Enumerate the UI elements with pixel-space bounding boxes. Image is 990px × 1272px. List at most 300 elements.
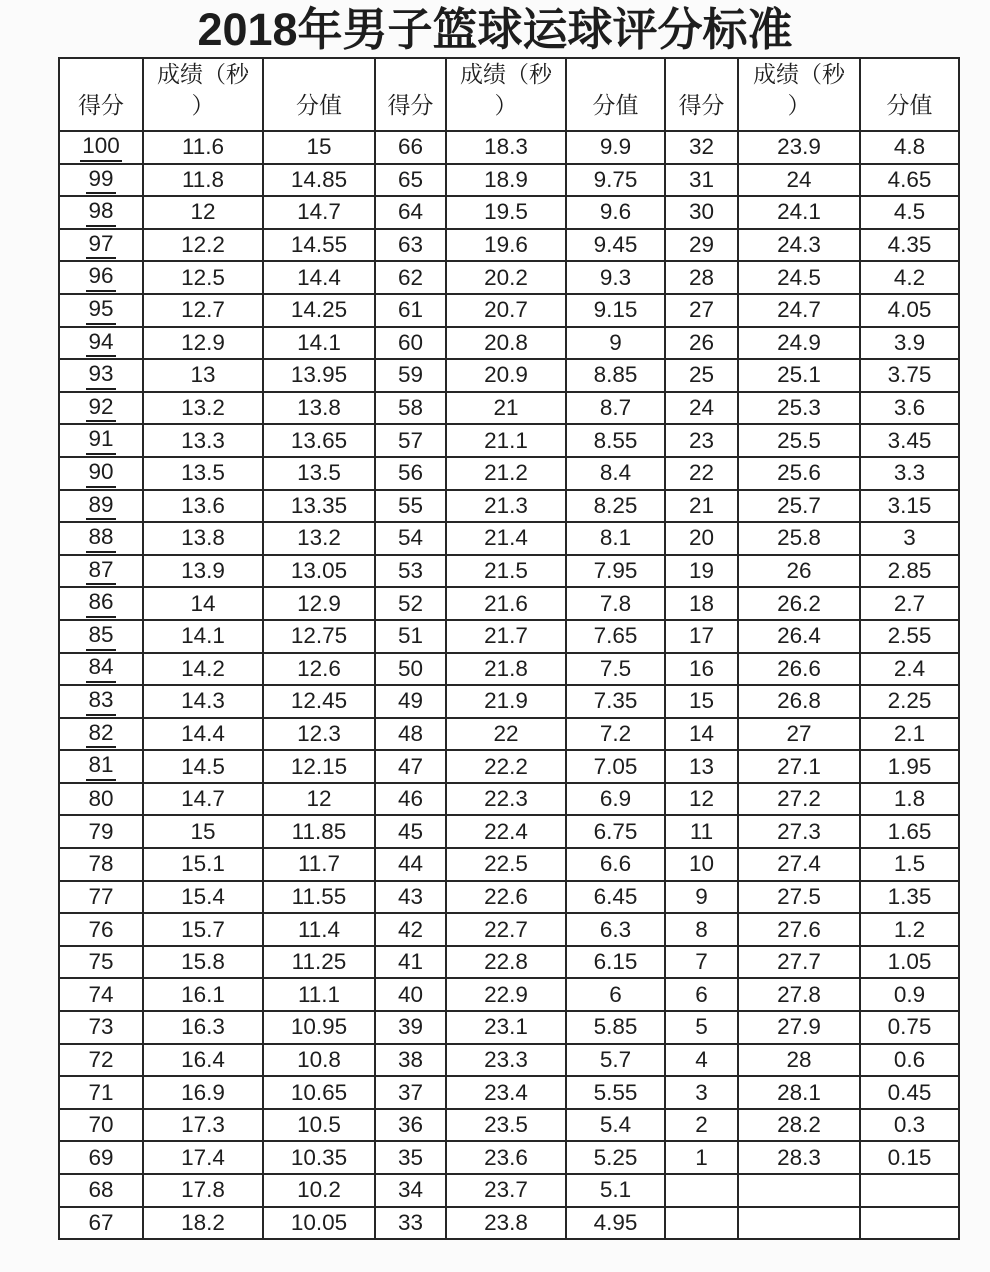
- score-cell: 69: [59, 1141, 143, 1174]
- underlined-score: 95: [86, 297, 115, 325]
- value-cell: 2.1: [860, 718, 959, 751]
- score-cell: 42: [375, 913, 446, 946]
- underlined-score: 81: [86, 753, 115, 781]
- time-cell: 26.6: [738, 653, 860, 686]
- value-cell: 6: [566, 978, 665, 1011]
- score-cell: 78: [59, 848, 143, 881]
- value-cell: 13.65: [263, 424, 375, 457]
- value-cell: 3.15: [860, 490, 959, 523]
- table-row: [59, 1207, 959, 1240]
- value-cell: [860, 1174, 959, 1207]
- score-cell: 39: [375, 1011, 446, 1044]
- value-cell: 0.15: [860, 1141, 959, 1174]
- time-cell: 22.3: [446, 783, 566, 816]
- table-row: [59, 490, 959, 523]
- table-row: [59, 457, 959, 490]
- time-cell: 21.6: [446, 587, 566, 620]
- score-cell: 61: [375, 294, 446, 327]
- value-cell: 14.4: [263, 261, 375, 294]
- page-title: 2018年男子篮球运球评分标准: [197, 4, 793, 55]
- score-cell: 75: [59, 946, 143, 979]
- time-cell: 14.3: [143, 685, 263, 718]
- underlined-score: 93: [86, 362, 115, 390]
- value-cell: 9.75: [566, 164, 665, 197]
- time-cell: 27.6: [738, 913, 860, 946]
- score-cell: [59, 131, 143, 164]
- time-cell: 16.1: [143, 978, 263, 1011]
- time-cell: 23.1: [446, 1011, 566, 1044]
- time-cell: 24.5: [738, 261, 860, 294]
- score-cell: 26: [665, 327, 738, 360]
- underlined-score: 82: [86, 721, 115, 749]
- header-score-label: 得分: [678, 92, 725, 118]
- underlined-score: 94: [86, 330, 115, 358]
- value-cell: 10.65: [263, 1076, 375, 1109]
- table-row: [59, 359, 959, 392]
- score-cell: 56: [375, 457, 446, 490]
- value-cell: 0.6: [860, 1044, 959, 1077]
- table-row: [59, 913, 959, 946]
- score-cell: 14: [665, 718, 738, 751]
- score-cell: 47: [375, 750, 446, 783]
- value-cell: 8.55: [566, 424, 665, 457]
- time-cell: 27.2: [738, 783, 860, 816]
- time-cell: 18.2: [143, 1207, 263, 1240]
- time-cell: 22.8: [446, 946, 566, 979]
- score-cell: [59, 294, 143, 327]
- value-cell: 1.95: [860, 750, 959, 783]
- time-cell: 23.4: [446, 1076, 566, 1109]
- value-cell: 4.2: [860, 261, 959, 294]
- value-cell: 1.35: [860, 881, 959, 914]
- value-cell: 14.1: [263, 327, 375, 360]
- score-cell: [59, 359, 143, 392]
- score-cell: 67: [59, 1207, 143, 1240]
- underlined-score: 98: [86, 199, 115, 227]
- score-cell: [59, 457, 143, 490]
- score-cell: 30: [665, 196, 738, 229]
- score-cell: 72: [59, 1044, 143, 1077]
- table-row: [59, 424, 959, 457]
- time-cell: 28: [738, 1044, 860, 1077]
- table-row: [59, 555, 959, 588]
- table-row: [59, 1141, 959, 1174]
- score-cell: 20: [665, 522, 738, 555]
- value-cell: 7.8: [566, 587, 665, 620]
- time-cell: 22: [446, 718, 566, 751]
- value-cell: 10.8: [263, 1044, 375, 1077]
- time-cell: 17.3: [143, 1109, 263, 1142]
- value-cell: 13.2: [263, 522, 375, 555]
- value-cell: 11.85: [263, 815, 375, 848]
- score-cell: 21: [665, 490, 738, 523]
- score-cell: [59, 685, 143, 718]
- score-cell: 70: [59, 1109, 143, 1142]
- time-cell: 11.6: [143, 131, 263, 164]
- time-cell: 12: [143, 196, 263, 229]
- value-cell: 3.6: [860, 392, 959, 425]
- header-value-1: [263, 58, 375, 131]
- table-row: [59, 653, 959, 686]
- time-cell: 12.2: [143, 229, 263, 262]
- header-value-3: [860, 58, 959, 131]
- value-cell: 12.75: [263, 620, 375, 653]
- time-cell: 12.5: [143, 261, 263, 294]
- value-cell: 1.2: [860, 913, 959, 946]
- score-cell: [59, 261, 143, 294]
- header-score-label: 得分: [387, 92, 434, 118]
- time-cell: 16.4: [143, 1044, 263, 1077]
- time-cell: 22.6: [446, 881, 566, 914]
- score-cell: 54: [375, 522, 446, 555]
- time-cell: 13.2: [143, 392, 263, 425]
- table-row: [59, 946, 959, 979]
- value-cell: 5.55: [566, 1076, 665, 1109]
- score-cell: 43: [375, 881, 446, 914]
- value-cell: 8.1: [566, 522, 665, 555]
- value-cell: 5.1: [566, 1174, 665, 1207]
- score-cell: 40: [375, 978, 446, 1011]
- value-cell: 2.25: [860, 685, 959, 718]
- table-row: [59, 229, 959, 262]
- time-cell: 27.9: [738, 1011, 860, 1044]
- value-cell: 9: [566, 327, 665, 360]
- underlined-score: 83: [86, 688, 115, 716]
- value-cell: 6.9: [566, 783, 665, 816]
- value-cell: 7.5: [566, 653, 665, 686]
- time-cell: 15.1: [143, 848, 263, 881]
- score-cell: [59, 424, 143, 457]
- score-cell: 59: [375, 359, 446, 392]
- table-row: [59, 522, 959, 555]
- value-cell: 12.3: [263, 718, 375, 751]
- score-cell: 22: [665, 457, 738, 490]
- score-cell: 76: [59, 913, 143, 946]
- header-time-3: [738, 58, 860, 131]
- value-cell: 13.95: [263, 359, 375, 392]
- value-cell: 0.75: [860, 1011, 959, 1044]
- value-cell: 8.85: [566, 359, 665, 392]
- time-cell: 26.2: [738, 587, 860, 620]
- score-cell: [665, 1174, 738, 1207]
- value-cell: 10.35: [263, 1141, 375, 1174]
- header-row: [59, 58, 959, 131]
- time-cell: 27.5: [738, 881, 860, 914]
- time-cell: 26.4: [738, 620, 860, 653]
- time-cell: 21.3: [446, 490, 566, 523]
- time-cell: 26: [738, 555, 860, 588]
- time-cell: 24.9: [738, 327, 860, 360]
- value-cell: 0.45: [860, 1076, 959, 1109]
- time-cell: 14.4: [143, 718, 263, 751]
- value-cell: 4.8: [860, 131, 959, 164]
- time-cell: 28.1: [738, 1076, 860, 1109]
- score-cell: 16: [665, 653, 738, 686]
- score-cell: [59, 327, 143, 360]
- underlined-score: 100: [80, 134, 122, 162]
- score-cell: 35: [375, 1141, 446, 1174]
- time-cell: 20.8: [446, 327, 566, 360]
- score-cell: 36: [375, 1109, 446, 1142]
- value-cell: 6.6: [566, 848, 665, 881]
- table-row: [59, 685, 959, 718]
- time-cell: 26.8: [738, 685, 860, 718]
- underlined-score: 84: [86, 655, 115, 683]
- time-cell: 13: [143, 359, 263, 392]
- time-cell: 28.2: [738, 1109, 860, 1142]
- header-value-label: 分值: [592, 92, 639, 118]
- value-cell: 8.7: [566, 392, 665, 425]
- score-cell: 62: [375, 261, 446, 294]
- header-time-1: [143, 58, 263, 131]
- header-time-label-line1: 成绩（秒: [460, 61, 552, 87]
- score-cell: 12: [665, 783, 738, 816]
- time-cell: 19.6: [446, 229, 566, 262]
- value-cell: 4.95: [566, 1207, 665, 1240]
- time-cell: 15.8: [143, 946, 263, 979]
- value-cell: 3.9: [860, 327, 959, 360]
- value-cell: 12.9: [263, 587, 375, 620]
- value-cell: 13.8: [263, 392, 375, 425]
- value-cell: 12.15: [263, 750, 375, 783]
- score-cell: 66: [375, 131, 446, 164]
- score-cell: [59, 196, 143, 229]
- score-cell: 71: [59, 1076, 143, 1109]
- score-cell: 7: [665, 946, 738, 979]
- score-cell: 44: [375, 848, 446, 881]
- score-cell: 15: [665, 685, 738, 718]
- time-cell: 27.8: [738, 978, 860, 1011]
- time-cell: 21.4: [446, 522, 566, 555]
- value-cell: 1.5: [860, 848, 959, 881]
- score-cell: 6: [665, 978, 738, 1011]
- time-cell: 25.6: [738, 457, 860, 490]
- value-cell: 7.35: [566, 685, 665, 718]
- score-cell: 63: [375, 229, 446, 262]
- score-cell: 25: [665, 359, 738, 392]
- header-score-3: [665, 58, 738, 131]
- value-cell: 4.65: [860, 164, 959, 197]
- value-cell: 8.25: [566, 490, 665, 523]
- time-cell: 20.9: [446, 359, 566, 392]
- value-cell: 2.4: [860, 653, 959, 686]
- underlined-score: 90: [86, 460, 115, 488]
- table-row: [59, 294, 959, 327]
- table-row: [59, 1076, 959, 1109]
- score-cell: 29: [665, 229, 738, 262]
- table-row: [59, 327, 959, 360]
- underlined-score: 86: [86, 590, 115, 618]
- header-score-2: [375, 58, 446, 131]
- value-cell: 4.05: [860, 294, 959, 327]
- score-cell: [59, 392, 143, 425]
- time-cell: 25.7: [738, 490, 860, 523]
- time-cell: 21.9: [446, 685, 566, 718]
- value-cell: 3.75: [860, 359, 959, 392]
- header-time-label-line2: ）: [191, 92, 215, 118]
- time-cell: 18.9: [446, 164, 566, 197]
- value-cell: 14.25: [263, 294, 375, 327]
- score-cell: 34: [375, 1174, 446, 1207]
- value-cell: 14.7: [263, 196, 375, 229]
- time-cell: 14: [143, 587, 263, 620]
- time-cell: 21.8: [446, 653, 566, 686]
- value-cell: 6.15: [566, 946, 665, 979]
- time-cell: 13.3: [143, 424, 263, 457]
- underlined-score: 97: [86, 232, 115, 260]
- value-cell: 12.45: [263, 685, 375, 718]
- underlined-score: 92: [86, 395, 115, 423]
- value-cell: 15: [263, 131, 375, 164]
- value-cell: 10.5: [263, 1109, 375, 1142]
- value-cell: 8.4: [566, 457, 665, 490]
- header-time-label-line1: 成绩（秒: [157, 61, 249, 87]
- value-cell: 10.95: [263, 1011, 375, 1044]
- table-row: [59, 1011, 959, 1044]
- table-row: [59, 750, 959, 783]
- score-cell: 13: [665, 750, 738, 783]
- time-cell: 23.8: [446, 1207, 566, 1240]
- value-cell: 6.45: [566, 881, 665, 914]
- score-cell: [59, 718, 143, 751]
- time-cell: 16.3: [143, 1011, 263, 1044]
- value-cell: 7.95: [566, 555, 665, 588]
- table-row: [59, 587, 959, 620]
- header-score-label: 得分: [78, 92, 124, 118]
- score-cell: 55: [375, 490, 446, 523]
- value-cell: 7.2: [566, 718, 665, 751]
- value-cell: 11.55: [263, 881, 375, 914]
- time-cell: 13.6: [143, 490, 263, 523]
- value-cell: 9.45: [566, 229, 665, 262]
- value-cell: [860, 1207, 959, 1240]
- score-cell: 31: [665, 164, 738, 197]
- score-cell: [59, 653, 143, 686]
- score-cell: 45: [375, 815, 446, 848]
- time-cell: 27.7: [738, 946, 860, 979]
- value-cell: 14.85: [263, 164, 375, 197]
- value-cell: 4.35: [860, 229, 959, 262]
- time-cell: 21.2: [446, 457, 566, 490]
- time-cell: 25.5: [738, 424, 860, 457]
- header-score-1: [59, 58, 143, 131]
- table-row: [59, 881, 959, 914]
- score-cell: 2: [665, 1109, 738, 1142]
- time-cell: 23.6: [446, 1141, 566, 1174]
- time-cell: 21: [446, 392, 566, 425]
- score-cell: 52: [375, 587, 446, 620]
- value-cell: 6.75: [566, 815, 665, 848]
- table-row: [59, 131, 959, 164]
- score-cell: 46: [375, 783, 446, 816]
- time-cell: 23.9: [738, 131, 860, 164]
- time-cell: 22.2: [446, 750, 566, 783]
- underlined-score: 85: [86, 623, 115, 651]
- score-cell: 37: [375, 1076, 446, 1109]
- time-cell: 28.3: [738, 1141, 860, 1174]
- score-cell: 53: [375, 555, 446, 588]
- time-cell: 23.3: [446, 1044, 566, 1077]
- time-cell: 18.3: [446, 131, 566, 164]
- time-cell: 14.7: [143, 783, 263, 816]
- score-cell: 17: [665, 620, 738, 653]
- score-cell: 33: [375, 1207, 446, 1240]
- table-row: [59, 1109, 959, 1142]
- time-cell: 12.9: [143, 327, 263, 360]
- value-cell: 9.15: [566, 294, 665, 327]
- time-cell: 13.9: [143, 555, 263, 588]
- value-cell: 10.05: [263, 1207, 375, 1240]
- header-time-label-line2: ）: [494, 92, 518, 118]
- score-cell: 80: [59, 783, 143, 816]
- table-row: [59, 1044, 959, 1077]
- table-row: [59, 978, 959, 1011]
- score-cell: [59, 620, 143, 653]
- value-cell: 9.9: [566, 131, 665, 164]
- underlined-score: 87: [86, 558, 115, 586]
- score-cell: 49: [375, 685, 446, 718]
- score-cell: [59, 750, 143, 783]
- score-cell: [59, 522, 143, 555]
- time-cell: 13.5: [143, 457, 263, 490]
- time-cell: 23.5: [446, 1109, 566, 1142]
- value-cell: 1.8: [860, 783, 959, 816]
- time-cell: 14.1: [143, 620, 263, 653]
- table-row: [59, 1174, 959, 1207]
- score-cell: [59, 164, 143, 197]
- time-cell: 25.8: [738, 522, 860, 555]
- time-cell: 25.1: [738, 359, 860, 392]
- value-cell: 3.3: [860, 457, 959, 490]
- score-cell: 50: [375, 653, 446, 686]
- time-cell: 16.9: [143, 1076, 263, 1109]
- value-cell: 7.05: [566, 750, 665, 783]
- value-cell: 9.3: [566, 261, 665, 294]
- header-value-label: 分值: [886, 92, 933, 118]
- value-cell: 3.45: [860, 424, 959, 457]
- score-cell: 18: [665, 587, 738, 620]
- value-cell: 6.3: [566, 913, 665, 946]
- value-cell: 5.4: [566, 1109, 665, 1142]
- score-cell: 51: [375, 620, 446, 653]
- score-cell: 28: [665, 261, 738, 294]
- time-cell: 15.4: [143, 881, 263, 914]
- time-cell: 17.4: [143, 1141, 263, 1174]
- time-cell: 15.7: [143, 913, 263, 946]
- value-cell: 4.5: [860, 196, 959, 229]
- header-time-label-line2: ）: [787, 92, 811, 118]
- time-cell: 24.7: [738, 294, 860, 327]
- score-cell: 74: [59, 978, 143, 1011]
- value-cell: 0.9: [860, 978, 959, 1011]
- underlined-score: 99: [86, 167, 115, 195]
- value-cell: 12.6: [263, 653, 375, 686]
- score-cell: 11: [665, 815, 738, 848]
- value-cell: 11.7: [263, 848, 375, 881]
- time-cell: 11.8: [143, 164, 263, 197]
- score-cell: 24: [665, 392, 738, 425]
- table-row: [59, 718, 959, 751]
- time-cell: 27.4: [738, 848, 860, 881]
- time-cell: 14.5: [143, 750, 263, 783]
- score-cell: [59, 490, 143, 523]
- score-cell: 9: [665, 881, 738, 914]
- time-cell: 23.7: [446, 1174, 566, 1207]
- time-cell: 15: [143, 815, 263, 848]
- time-cell: 22.4: [446, 815, 566, 848]
- score-cell: 10: [665, 848, 738, 881]
- value-cell: 5.7: [566, 1044, 665, 1077]
